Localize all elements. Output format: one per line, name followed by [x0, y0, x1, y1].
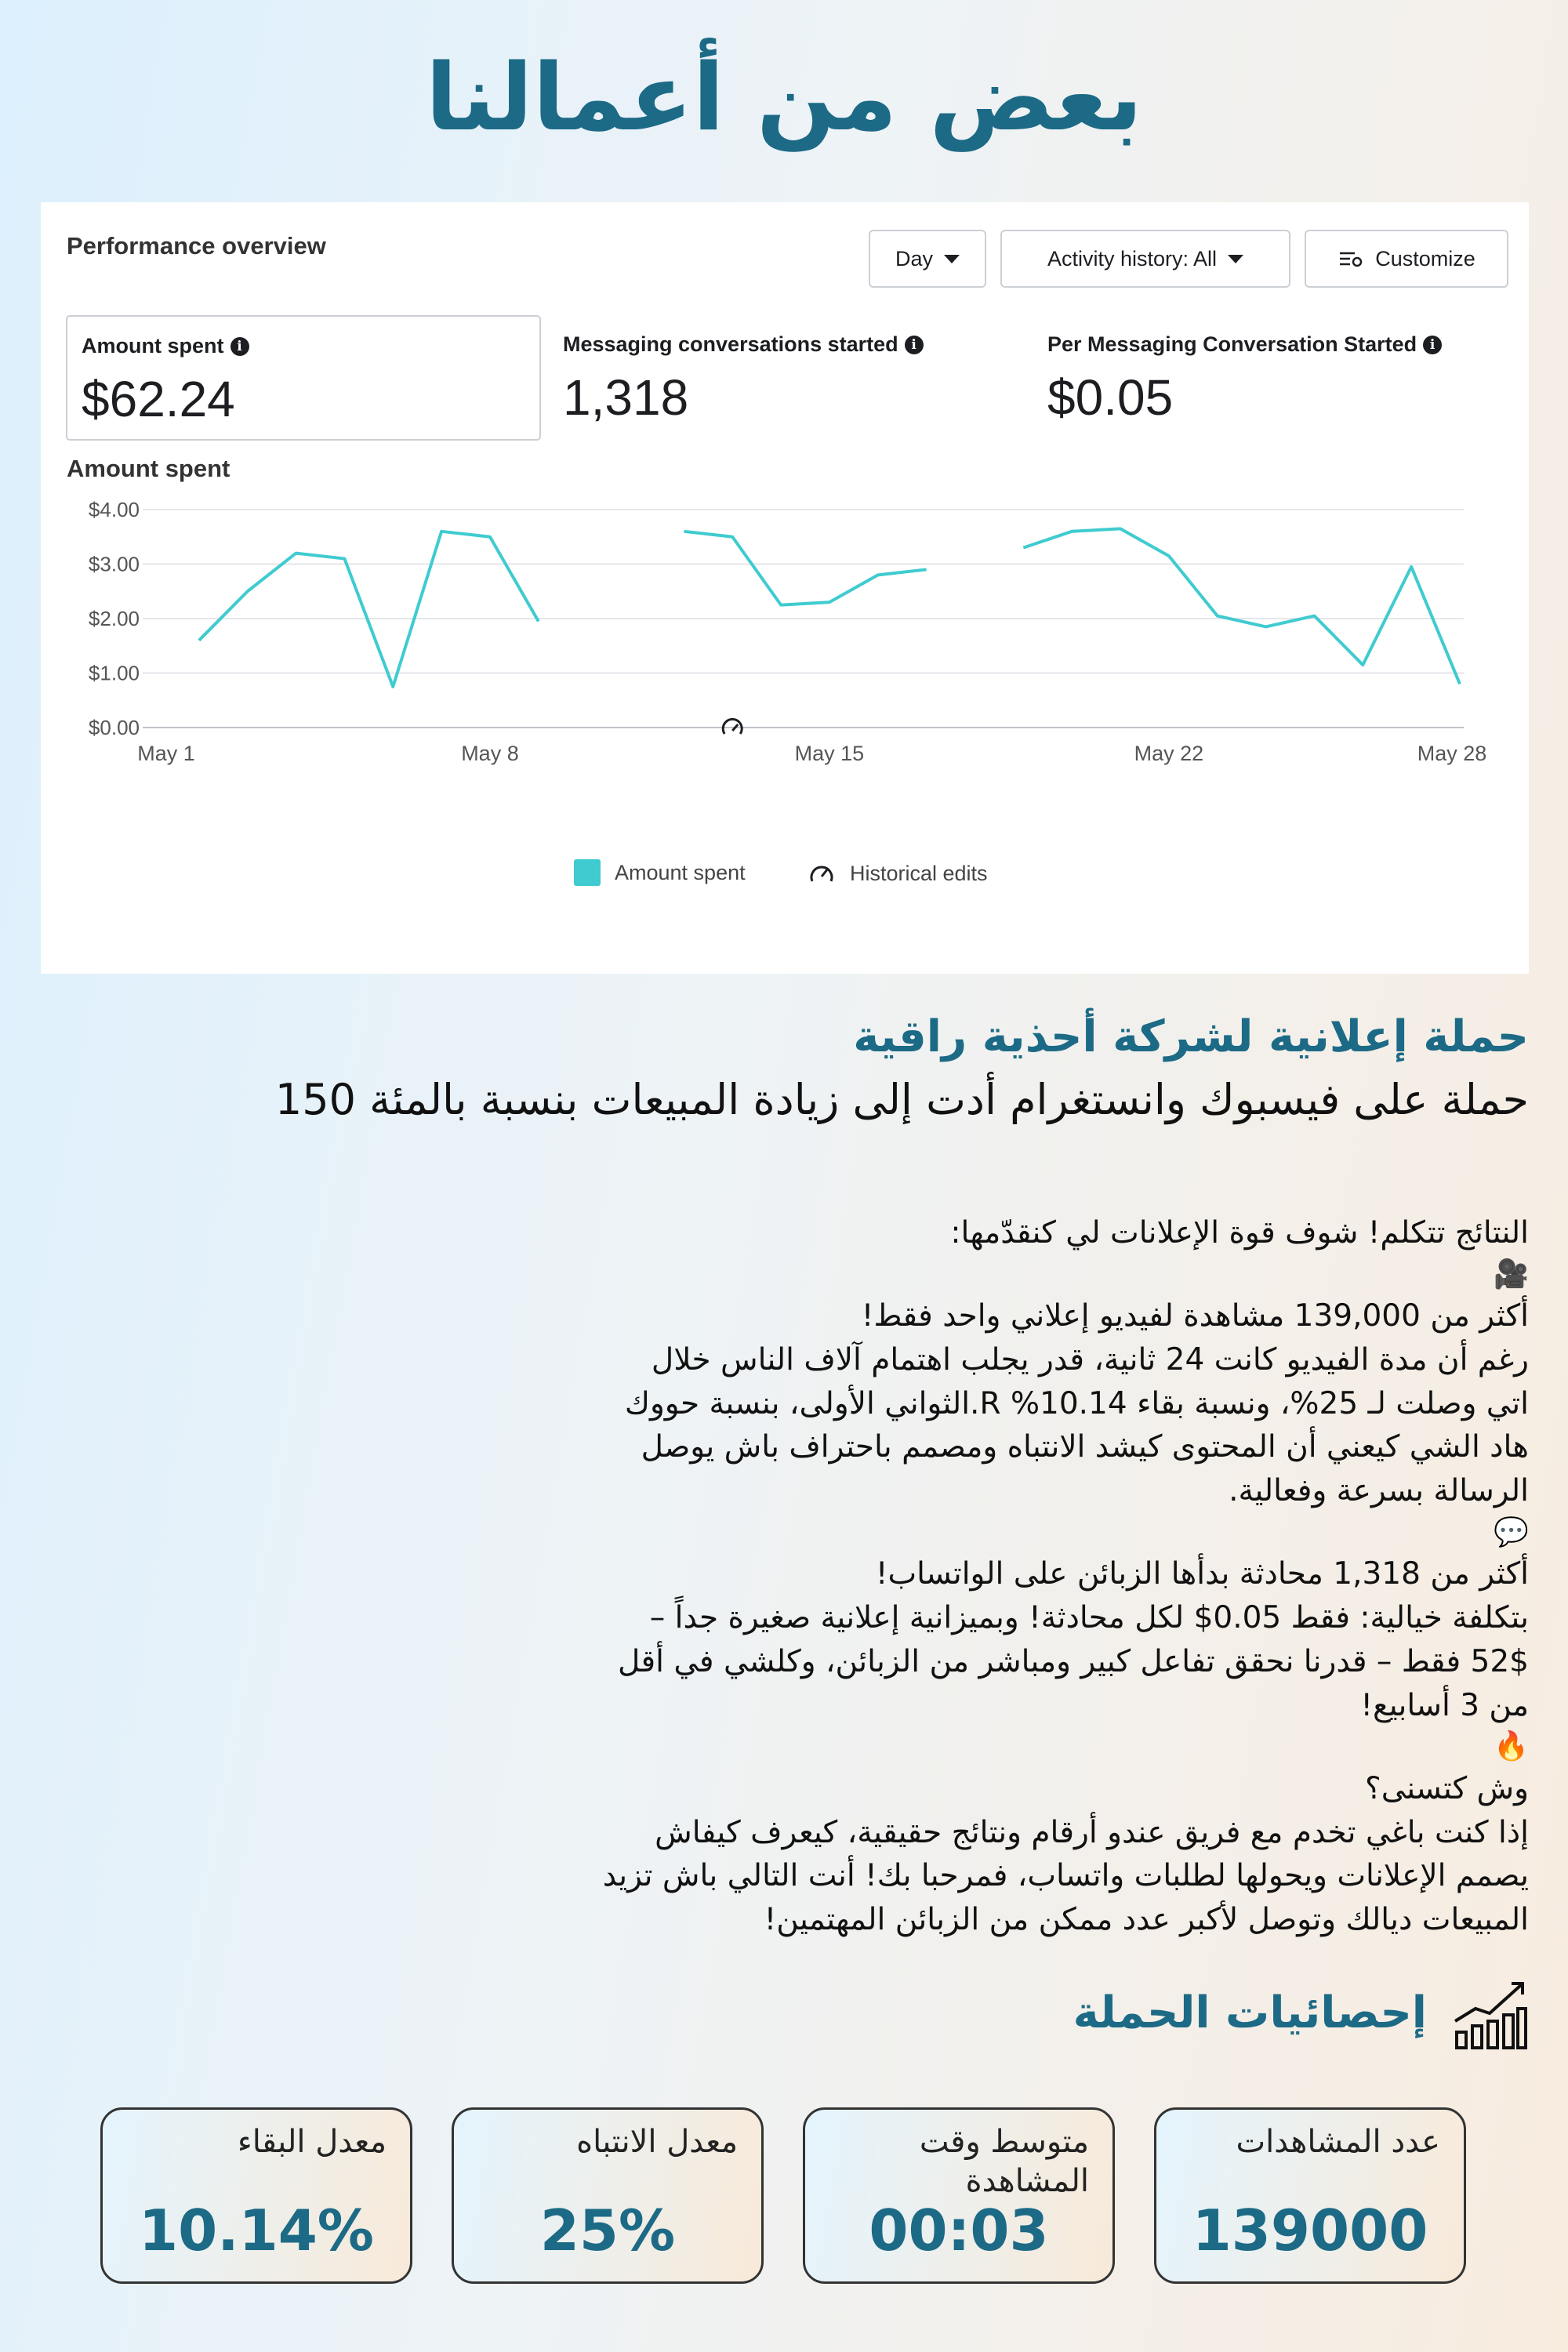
stat-card-views — [1154, 2107, 1466, 2284]
stat-value: 10.14% — [139, 2198, 374, 2263]
campaign-description — [353, 1211, 1529, 1942]
campaign-lead: حملة على فيسبوك وانستغرام أدت إلى زيادة المبيعات بنسبة بالمئة 150 — [274, 1075, 1529, 1124]
stat-value: 139000 — [1192, 2198, 1428, 2263]
legend-historical-edits[interactable] — [808, 859, 988, 887]
page-title: بعض من أعمالنا — [425, 43, 1143, 151]
customize-icon — [1338, 247, 1364, 270]
metric-messaging-conversations[interactable] — [549, 315, 1019, 441]
video-camera-icon: 🎥 — [1494, 1258, 1529, 1290]
metric-label — [1047, 332, 1442, 357]
body-line: أكثر من 139,000 مشاهدة لفيديو إعلاني واحد فقط! — [861, 1298, 1529, 1334]
activity-history-dropdown[interactable] — [1000, 230, 1290, 288]
chevron-down-icon — [1228, 255, 1243, 263]
series-line-amount-spent[interactable] — [199, 532, 539, 687]
stat-label: متوسط وقت المشاهدة — [919, 2124, 1089, 2199]
metric-label — [82, 334, 249, 358]
metric-cost-per-conversation[interactable] — [1033, 315, 1519, 441]
chevron-down-icon — [944, 255, 960, 263]
body-line: اتي وصلت لـ 25%، ونسبة بقاء 10.14% R.الثواني الأولى، بنسبة حووك — [624, 1385, 1529, 1421]
metric-value: $62.24 — [82, 371, 235, 427]
body-line: رغم أن مدة الفيديو كانت 24 ثانية، قدر يجلب اهتمام آلاف الناس خلال — [651, 1341, 1529, 1377]
activity-history-label: Activity history: All — [1047, 246, 1218, 270]
body-line: وش كتسنى؟ — [1365, 1770, 1529, 1806]
legend-label: Amount spent — [615, 860, 746, 884]
chart-title: Amount spent — [67, 455, 230, 482]
card-title: Performance overview — [67, 232, 326, 260]
body-line: أكثر من 1,318 محادثة بدأها الزبائن على الواتساب! — [875, 1556, 1529, 1592]
metric-value: 1,318 — [563, 369, 689, 426]
stat-card-retention-rate — [100, 2107, 412, 2284]
info-icon[interactable]: i — [230, 337, 249, 356]
stat-value: 25% — [539, 2198, 676, 2263]
day-dropdown-label: Day — [895, 246, 933, 270]
body-line: النتائج تتكلم! شوف قوة الإعلانات لي كنقدّمها: — [950, 1215, 1529, 1250]
body-line: إذا كنت باغي تخدم مع فريق عندو أرقام ونتائج حقيقية، كيعرف كيفاش — [655, 1814, 1529, 1850]
body-line: المبيعات ديالك وتوصل لأكبر عدد ممكن من الزبائن المهتمين! — [764, 1902, 1529, 1938]
metric-label-text: Messaging conversations started — [563, 332, 898, 356]
y-tick-label: $4.00 — [88, 498, 140, 521]
x-tick-label: May 22 — [1134, 742, 1204, 765]
y-tick-label: $0.00 — [88, 716, 140, 739]
x-tick-label: May 8 — [461, 742, 519, 765]
growth-chart-icon — [1452, 1976, 1530, 2054]
x-tick-label: May 15 — [794, 742, 865, 765]
customize-button[interactable] — [1305, 230, 1508, 288]
y-tick-label: $3.00 — [88, 552, 140, 576]
metric-label-text: Amount spent — [82, 334, 224, 358]
legend-swatch — [574, 859, 601, 886]
info-icon[interactable]: i — [905, 336, 924, 354]
stat-label: معدل الانتباه — [576, 2124, 738, 2160]
body-line: الرسالة بسرعة وفعالية. — [1229, 1473, 1529, 1509]
stat-label: عدد المشاهدات — [1236, 2124, 1440, 2160]
body-line: 52$ فقط – قدرنا نحقق تفاعل كبير ومباشر من الزبائن، وكلشي في أقل — [618, 1643, 1529, 1679]
stat-card-avg-watch-time — [803, 2107, 1115, 2284]
legend-amount-spent[interactable] — [574, 859, 746, 886]
speech-bubble-icon: 💬 — [1494, 1515, 1529, 1548]
body-line: بتكلفة خيالية: فقط 0.05$ لكل محادثة! وبميزانية إعلانية صغيرة جداً – — [649, 1600, 1529, 1636]
body-line: يصمم الإعلانات ويحولها لطلبات واتساب، فمرحبا بك! أنت التالي باش تزيد — [602, 1858, 1529, 1894]
amount-spent-line-chart — [41, 485, 1529, 775]
campaign-title: حملة إعلانية لشركة أحذية راقية — [853, 1011, 1529, 1062]
metric-label — [563, 332, 924, 357]
metric-value: $0.05 — [1047, 369, 1174, 426]
body-line: هاد الشي كيعني أن المحتوى كيشد الانتباه ومصمم باحتراف باش يوصل — [641, 1429, 1529, 1465]
y-tick-label: $2.00 — [88, 607, 140, 630]
x-tick-label: May 1 — [137, 742, 195, 765]
stat-value: 00:03 — [869, 2198, 1049, 2263]
body-line: من 3 أسابيع! — [1360, 1687, 1529, 1723]
gauge-icon — [808, 859, 836, 887]
fire-icon: 🔥 — [1494, 1730, 1529, 1763]
series-line-amount-spent[interactable] — [684, 532, 926, 605]
legend-label: Historical edits — [850, 861, 988, 885]
info-icon[interactable]: i — [1423, 336, 1442, 354]
metric-label-text: Per Messaging Conversation Started — [1047, 332, 1417, 356]
historical-edit-marker[interactable] — [723, 719, 742, 734]
day-dropdown[interactable] — [869, 230, 986, 288]
stats-heading: إحصائيات الحملة — [1073, 1987, 1427, 2038]
stat-card-attention-rate — [452, 2107, 764, 2284]
y-tick-label: $1.00 — [88, 661, 140, 685]
x-tick-label: May 28 — [1417, 742, 1487, 765]
series-line-amount-spent[interactable] — [1023, 528, 1460, 684]
metric-amount-spent[interactable] — [66, 315, 541, 441]
customize-label: Customize — [1375, 246, 1475, 270]
stat-label: معدل البقاء — [237, 2124, 387, 2160]
performance-overview-card — [41, 202, 1529, 974]
